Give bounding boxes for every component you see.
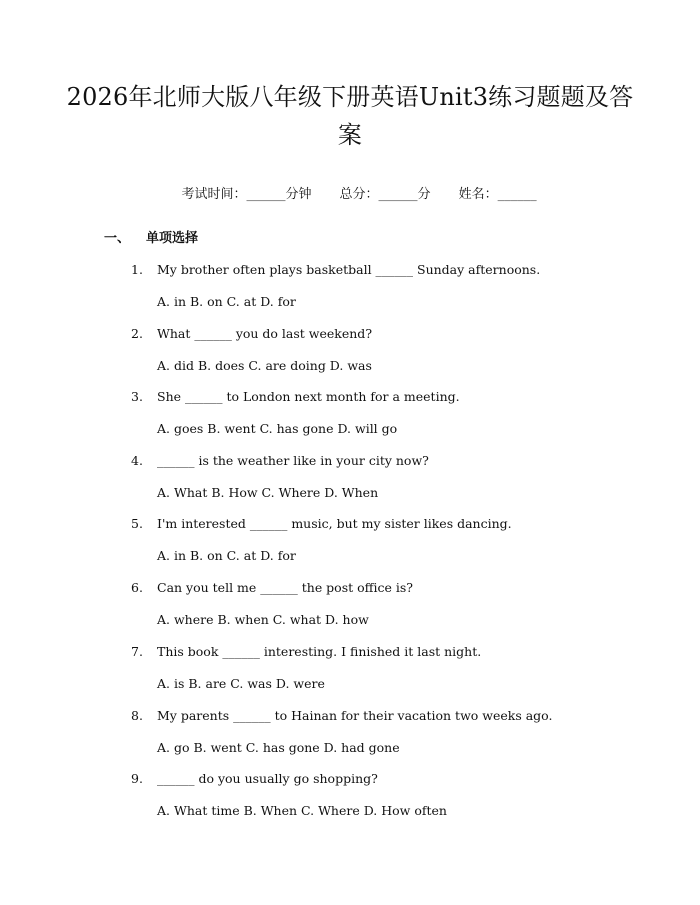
question-options: A. in B. on C. at D. for <box>157 294 296 309</box>
question-number: 8. <box>131 708 143 723</box>
question-text: Can you tell me ______ the post office is? <box>157 580 414 595</box>
question-text: My parents ______ to Hainan for their vacation two weeks ago. <box>157 708 553 723</box>
section-title: 单项选择 <box>146 231 199 246</box>
question-text: What ______ you do last weekend? <box>157 326 373 341</box>
question-number: 2. <box>131 326 143 341</box>
question-text: She ______ to London next month for a meeting. <box>157 389 460 404</box>
question-text: My brother often plays basketball ______ Sunday afternoons. <box>157 262 541 277</box>
question-text: I'm interested ______ music, but my sister likes dancing. <box>157 516 512 531</box>
question-options: A. goes B. went C. has gone D. will go <box>157 421 398 436</box>
question-options: A. did B. does C. are doing D. was <box>157 358 372 373</box>
question-item <box>131 771 631 851</box>
name-label: 姓名：______ <box>458 187 537 202</box>
score-label: 总分：______分 <box>339 187 431 202</box>
question-options: A. is B. are C. was D. were <box>157 676 325 691</box>
question-number: 1. <box>131 262 143 277</box>
question-options: A. What time B. When C. Where D. How often <box>157 803 447 818</box>
question-options: A. where B. when C. what D. how <box>157 612 369 627</box>
question-options: A. go B. went C. has gone D. had gone <box>157 740 400 755</box>
question-text: This book ______ interesting. I finished it last night. <box>157 644 482 659</box>
question-number: 3. <box>131 389 143 404</box>
exam-meta <box>165 168 537 222</box>
section-heading <box>104 230 198 248</box>
question-number: 4. <box>131 453 143 468</box>
question-text: ______ do you usually go shopping? <box>157 771 378 786</box>
page-title: 2026年北师大版八年级下册英语Unit3练习题题及答案 <box>66 83 634 149</box>
question-number: 7. <box>131 644 143 659</box>
question-number: 6. <box>131 580 143 595</box>
question-number: 9. <box>131 771 143 786</box>
question-text: ______ is the weather like in your city now? <box>157 453 429 468</box>
section-number: 一、 <box>104 231 131 246</box>
question-number: 5. <box>131 516 143 531</box>
question-options: A. What B. How C. Where D. When <box>157 485 379 500</box>
question-options: A. in B. on C. at D. for <box>157 548 296 563</box>
time-label: 考试时间：______分钟 <box>181 187 312 202</box>
